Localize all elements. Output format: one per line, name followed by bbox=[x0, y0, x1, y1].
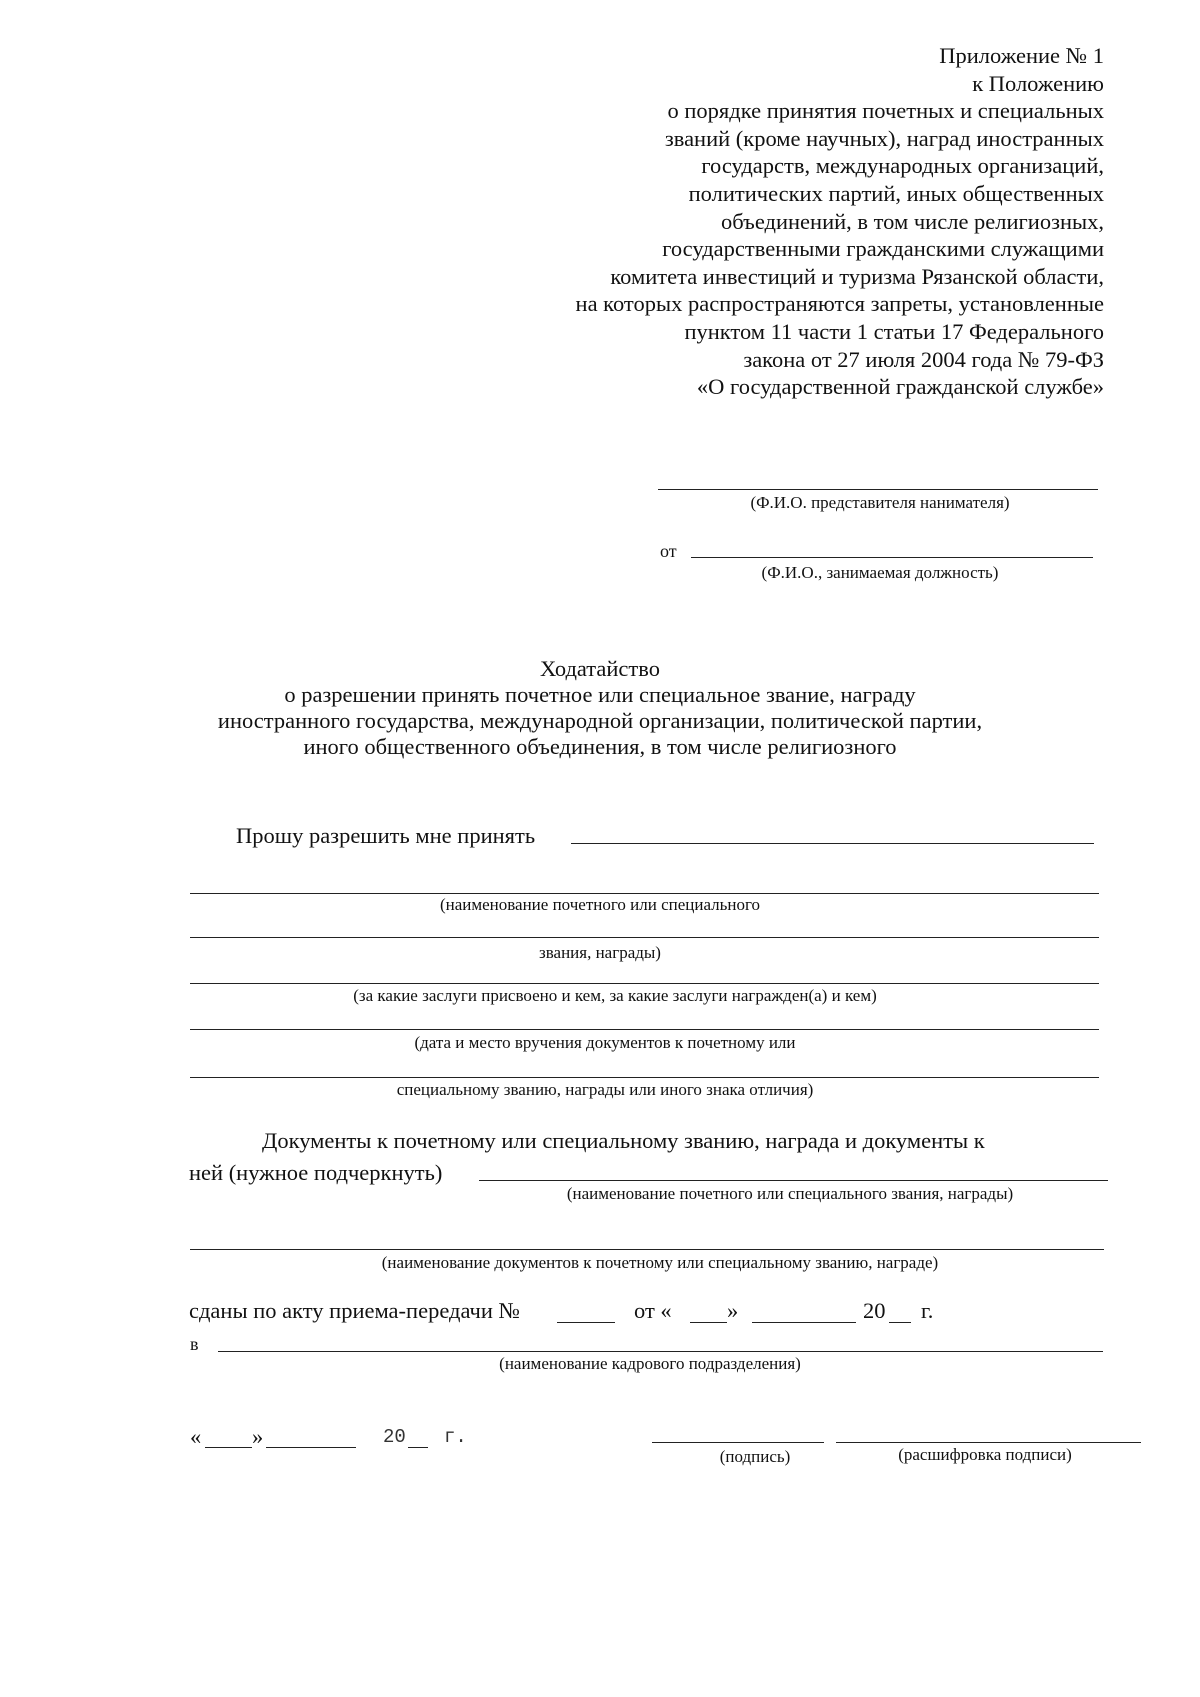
documents-award-line[interactable] bbox=[479, 1180, 1108, 1181]
header-line: политических партий, иных общественных bbox=[688, 180, 1104, 206]
documents-names-line[interactable] bbox=[190, 1249, 1104, 1250]
petition-subtitle-line: о разрешении принять почетное или специальное звание, награду bbox=[284, 682, 916, 707]
petition-title bbox=[0, 656, 1200, 760]
sign-month-line[interactable] bbox=[266, 1447, 356, 1448]
from-name-line[interactable] bbox=[691, 557, 1093, 558]
delivery-caption: (дата и место вручения документов к почетному или bbox=[414, 1033, 796, 1052]
act-day-line[interactable] bbox=[690, 1322, 727, 1323]
act-year-suffix: г. bbox=[921, 1298, 934, 1323]
award-name-line-2[interactable] bbox=[190, 893, 1099, 894]
act-year-line[interactable] bbox=[889, 1322, 911, 1323]
header-line: комитета инвестиций и туризма Рязанской области, bbox=[610, 263, 1104, 289]
header-line: к Положению bbox=[972, 70, 1104, 96]
sign-year-line[interactable] bbox=[408, 1447, 428, 1448]
act-from-label: от « bbox=[634, 1298, 672, 1323]
hr-department-caption: (наименование кадрового подразделения) bbox=[499, 1354, 801, 1373]
award-caption: (наименование почетного или специального bbox=[439, 895, 761, 914]
award-caption-2: звания, награды) bbox=[539, 943, 661, 962]
from-label: от bbox=[660, 541, 677, 561]
act-in-label: в bbox=[190, 1334, 199, 1354]
header-line: государственными гражданскими служащими bbox=[662, 236, 1104, 262]
sign-open-quote: « bbox=[190, 1424, 202, 1449]
header-line: званий (кроме научных), наград иностранных bbox=[664, 125, 1104, 151]
appendix-header bbox=[576, 42, 1104, 401]
documents-text-line1: Документы к почетному или специальному званию, награда и документы к bbox=[262, 1128, 985, 1153]
sign-close-quote: » bbox=[252, 1424, 264, 1449]
act-month-line[interactable] bbox=[752, 1322, 856, 1323]
header-line: на которых распространяются запреты, установленные bbox=[575, 291, 1104, 317]
delivery-caption-2: специальному званию, награды или иного знака отличия) bbox=[396, 1080, 814, 1099]
signature-decode-line[interactable] bbox=[836, 1442, 1141, 1443]
merits-caption: (за какие заслуги присвоено и кем, за какие заслуги награжден(а) и кем) bbox=[353, 986, 877, 1005]
documents-names-caption: (наименование документов к почетному или специальному званию, награде) bbox=[381, 1253, 939, 1272]
documents-caption: (наименование почетного или специального звания, награды) bbox=[566, 1184, 1014, 1203]
act-text: сданы по акту приема-передачи № bbox=[189, 1298, 520, 1323]
employer-name-line[interactable] bbox=[658, 489, 1098, 490]
petition-subtitle-line: иного общественного объединения, в том числе религиозного bbox=[303, 734, 897, 759]
act-close-quote: » bbox=[727, 1298, 739, 1323]
award-name-line-3[interactable] bbox=[190, 937, 1099, 938]
merits-line[interactable] bbox=[190, 983, 1099, 984]
documents-text-line2: ней (нужное подчеркнуть) bbox=[189, 1160, 443, 1185]
delivery-line[interactable] bbox=[190, 1029, 1099, 1030]
sign-year-suffix: г. bbox=[444, 1426, 467, 1448]
header-line: «О государственной гражданской службе» bbox=[696, 374, 1104, 400]
header-line: пунктом 11 части 1 статьи 17 Федерального bbox=[684, 318, 1104, 344]
employer-caption: (Ф.И.О. представителя нанимателя) bbox=[750, 493, 1010, 512]
header-line: закона от 27 июля 2004 года № 79-ФЗ bbox=[743, 346, 1104, 372]
signature-decode-caption: (расшифровка подписи) bbox=[898, 1445, 1072, 1464]
header-line: Приложение № 1 bbox=[939, 43, 1104, 68]
delivery-line-2[interactable] bbox=[190, 1077, 1099, 1078]
sign-year: 20 bbox=[383, 1426, 406, 1448]
signature-line[interactable] bbox=[652, 1442, 824, 1443]
petition-subtitle-line: иностранного государства, международной организации, политической партии, bbox=[217, 708, 983, 733]
award-name-line[interactable] bbox=[571, 843, 1094, 844]
act-number-line[interactable] bbox=[557, 1322, 615, 1323]
request-lead: Прошу разрешить мне принять bbox=[236, 823, 536, 848]
sign-day-line[interactable] bbox=[205, 1447, 252, 1448]
header-line: государств, международных организаций, bbox=[701, 153, 1104, 179]
petition-heading: Ходатайство bbox=[540, 656, 660, 681]
header-line: о порядке принятия почетных и специальных bbox=[667, 98, 1104, 124]
signature-caption: (подпись) bbox=[719, 1447, 791, 1466]
act-year: 20 bbox=[863, 1298, 886, 1323]
header-line: объединений, в том числе религиозных, bbox=[721, 208, 1104, 234]
hr-department-line[interactable] bbox=[218, 1351, 1103, 1352]
from-caption: (Ф.И.О., занимаемая должность) bbox=[761, 563, 999, 582]
